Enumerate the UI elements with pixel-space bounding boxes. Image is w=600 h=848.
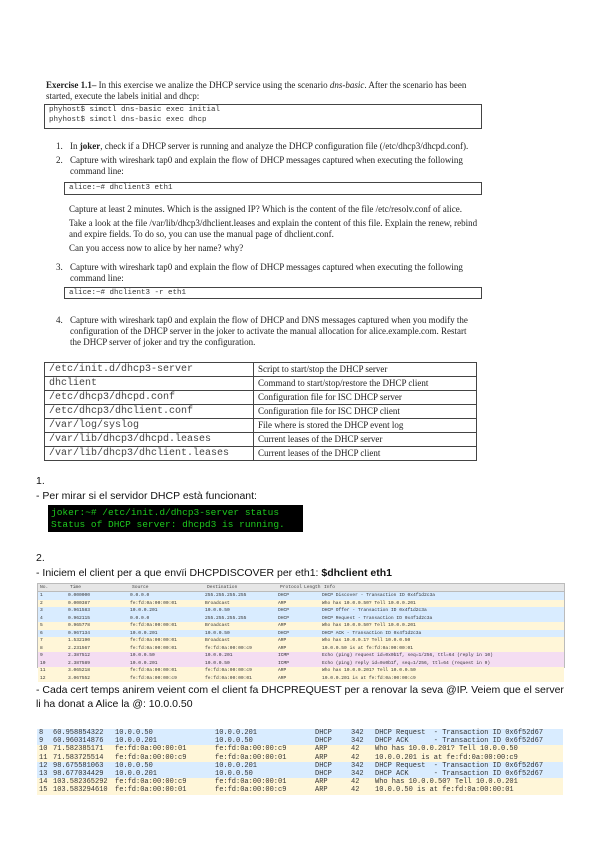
packet-no: 3 (40, 608, 43, 613)
packet-time: 3.065218 (68, 668, 91, 673)
table-row (45, 391, 477, 405)
capture-header (38, 584, 564, 592)
packet-info: DHCP ACK - Transaction ID 0x6f52d67 (375, 737, 544, 746)
packet-src: 10.0.0.201 (130, 608, 158, 613)
packet-dst: 10.0.0.50 (215, 769, 253, 778)
item-text: Capture with wireshark tap0 and explain the flow of DHCP and DNS messages captured when you modify the configuration of the DHCP server in the joker to activate the manual allocation for alice.example.com. Restart the DHCP server of joker and try the configuration. (70, 315, 468, 347)
packet-src: 10.0.0.201 (130, 630, 158, 636)
packet-info: DHCP Request - Transaction ID 0x6f52d67 (375, 761, 544, 770)
packet-time: 71.582385171 (53, 745, 104, 754)
packet-proto: ARP (278, 645, 287, 651)
packet-time: 98.677034429 (53, 769, 104, 778)
packet-no: 2 (40, 600, 43, 606)
item-host: joker (79, 141, 101, 151)
packet-time: 0.962115 (68, 615, 91, 621)
terminal-output (48, 505, 303, 532)
packet-row[interactable] (37, 729, 563, 737)
packet-time: 98.675581063 (53, 761, 104, 770)
packet-row[interactable] (38, 622, 564, 630)
packet-info: Who has 10.0.0.1? Tell 10.0.0.50 (322, 638, 411, 643)
packet-dst: 255.255.255.255 (205, 593, 247, 598)
packet-proto: ARP (278, 675, 287, 681)
packet-row[interactable] (38, 615, 564, 623)
packet-info: DHCP Offer - Transaction ID 0x4f1d2c3a (322, 608, 427, 613)
column-header: Source (132, 585, 149, 590)
packet-time: 71.583725514 (53, 753, 104, 762)
packet-len: 42 (351, 745, 360, 754)
packet-row[interactable] (38, 667, 564, 675)
packet-row[interactable] (38, 660, 564, 668)
exercise-item-4 (56, 315, 482, 348)
file-path: /var/lib/dhcp3/dhcpd.leases (45, 433, 254, 447)
item-text: Capture with wireshark tap0 and explain the flow of DHCP messages captured when executing the following command line: (70, 262, 463, 283)
packet-src: 10.0.0.201 (130, 660, 158, 666)
packet-proto: ARP (278, 668, 287, 673)
packet-info: Who has 10.0.0.50? Tell 10.0.0.201 (322, 600, 416, 606)
packet-src: 10.0.0.50 (130, 653, 155, 658)
packet-info: DHCP Discover - Transaction ID 0x4f1d2c3a (322, 593, 436, 598)
packet-time: 0.967134 (68, 630, 91, 636)
item-number: 2. (56, 155, 63, 165)
packet-row[interactable] (38, 592, 564, 600)
packet-proto: ARP (315, 753, 328, 762)
packet-no: 12 (39, 761, 48, 770)
item2-command-box (64, 182, 482, 195)
packet-info: 10.0.0.201 is at fe:fd:0a:00:00:c9 (375, 753, 518, 762)
packet-dst: 10.0.0.201 (215, 729, 258, 737)
answer-2-text (36, 566, 576, 580)
intro-text-a: In this exercise we analize the DHCP service using the scenario (96, 80, 330, 90)
packet-row[interactable] (37, 754, 563, 762)
packet-info: 10.0.0.50 is at fe:fd:0a:00:00:01 (375, 786, 514, 795)
terminal-line: Status of DHCP server: dhcpd3 is running. (51, 518, 285, 530)
packet-no: 5 (40, 623, 43, 628)
packet-proto: DHCP (315, 761, 332, 770)
item2-paragraph: Can you access now to alice by her name? why? (69, 243, 244, 253)
command-line: alice:~# dhclient3 eth1 (69, 184, 173, 192)
column-header: Time (70, 585, 82, 590)
exercise-item-2 (56, 155, 482, 177)
packet-capture-2 (37, 729, 563, 836)
packet-time: 2.387512 (68, 653, 91, 658)
packet-row[interactable] (37, 762, 563, 770)
packet-proto: DHCP (315, 737, 332, 746)
file-description: Current leases of the DHCP client (254, 447, 477, 461)
intro-text-b: . After the scenario has been started, execute the labels initial and dhcp: (46, 80, 467, 101)
packet-no: 11 (40, 668, 46, 673)
scenario-name: dns-basic (329, 80, 365, 90)
packet-time: 0.965778 (68, 623, 91, 628)
file-description: Script to start/stop the DHCP server (254, 363, 477, 377)
packet-no: 10 (39, 745, 48, 754)
item-number: 1. (56, 141, 63, 151)
exercise-label: Exercise 1.1– (46, 80, 97, 90)
packet-time: 103.583294610 (53, 786, 108, 795)
table-row (45, 377, 477, 391)
packet-proto: ARP (315, 745, 328, 754)
packet-len: 342 (351, 769, 364, 778)
packet-info: 10.0.0.50 is at fe:fd:0a:00:00:01 (322, 645, 413, 651)
packet-proto: DHCP (315, 769, 332, 778)
item-number: 4. (56, 315, 63, 325)
packet-info: DHCP Request - Transaction ID 0x4f1d2c3a (322, 615, 433, 621)
packet-src: 10.0.0.50 (115, 761, 153, 770)
file-description: Configuration file for ISC DHCP client (254, 405, 477, 419)
packet-dst: 255.255.255.255 (205, 615, 247, 621)
packet-dst: 10.0.0.50 (205, 630, 230, 636)
command-line: alice:~# dhclient3 -r eth1 (69, 289, 187, 297)
packet-proto: ARP (278, 623, 287, 628)
packet-src: 10.0.0.201 (115, 769, 158, 778)
packet-no: 1 (40, 593, 43, 598)
packet-time: 0.000387 (68, 600, 91, 606)
packet-proto: ARP (315, 786, 328, 795)
answer-2-sentence: - Iniciem el client per a que envïi DHCPDISCOVER per eth1: (36, 567, 322, 579)
packet-info: Who has 10.0.0.50? Tell 10.0.0.201 (375, 778, 518, 787)
command-line: phyhost$ simctl dns-basic exec initial (49, 106, 221, 114)
packet-info: Who has 10.0.0.201? Tell 10.0.0.50 (322, 668, 416, 673)
item-text: , check if a DHCP server is running and analyze the DHCP configuration file (/etc/dhcp3/dhcpd.conf). (100, 141, 469, 151)
packet-src: fe:fd:0a:00:00:c9 (130, 675, 177, 681)
packet-no: 10 (40, 660, 46, 666)
packet-src: fe:fd:0a:00:00:01 (130, 638, 177, 643)
packet-len: 42 (351, 753, 360, 762)
packet-no: 13 (39, 769, 48, 778)
packet-src: fe:fd:0a:00:00:01 (115, 745, 187, 754)
column-header: Protocol (280, 585, 303, 590)
packet-time: 1.532190 (68, 638, 91, 643)
file-description: Current leases of the DHCP server (254, 433, 477, 447)
initial-commands-box (44, 104, 482, 129)
file-path: /var/lib/dhcp3/dhclient.leases (45, 447, 254, 461)
packet-capture-1 (37, 583, 565, 681)
command-line: phyhost$ simctl dns-basic exec dhcp (49, 115, 207, 124)
packet-proto: DHCP (278, 630, 290, 636)
packet-len: 342 (351, 761, 364, 770)
item-text: Capture with wireshark tap0 and explain the flow of DHCP messages captured when executing the following command line: (70, 155, 463, 176)
capture-rows (38, 592, 564, 682)
packet-no: 14 (39, 778, 48, 787)
file-description: Command to start/stop/restore the DHCP client (254, 377, 477, 391)
packet-row[interactable] (38, 652, 564, 660)
table-row (45, 433, 477, 447)
terminal-line: joker:~# /etc/init.d/dhcp3-server status (51, 507, 280, 518)
table-row (45, 419, 477, 433)
packet-len: 42 (351, 778, 360, 787)
packet-dst: fe:fd:0a:00:00:c9 (215, 745, 287, 754)
packet-proto: DHCP (278, 615, 290, 621)
packet-time: 0.961583 (68, 608, 91, 613)
packet-time: 60.958854322 (53, 729, 104, 737)
packet-time: 2.231567 (68, 645, 91, 651)
file-path: /var/log/syslog (45, 419, 254, 433)
packet-info: Echo (ping) request id=0x0b1f, seq=1/256, ttl=64 (reply in 10) (322, 653, 493, 658)
packet-row[interactable] (38, 630, 564, 638)
packet-len: 342 (351, 737, 364, 746)
packet-time: 0.000000 (68, 593, 91, 598)
answer-2-followup: - Cada cert temps anirem veient com el client fa DHCPREQUEST per a renovar la seva @IP. Veiem que el server li ha donat a Alice la @: 10.0.0.50 (36, 684, 564, 710)
packet-time: 103.582365292 (53, 778, 108, 787)
packet-proto: ARP (278, 600, 287, 606)
packet-row[interactable] (37, 745, 563, 753)
file-path: /etc/dhcp3/dhclient.conf (45, 405, 254, 419)
packet-src: 10.0.0.50 (115, 729, 153, 737)
packet-dst: Broadcast (205, 623, 230, 628)
file-path: dhclient (45, 377, 254, 391)
packet-dst: fe:fd:0a:00:00:01 (205, 675, 252, 681)
packet-dst: 10.0.0.201 (215, 761, 258, 770)
packet-info: Who has 10.0.0.50? Tell 10.0.0.201 (322, 623, 416, 628)
packet-src: fe:fd:0a:00:00:01 (130, 600, 177, 606)
packet-row[interactable] (38, 675, 564, 683)
column-header: Destination (207, 585, 238, 590)
packet-dst: fe:fd:0a:00:00:01 (215, 753, 287, 762)
item2-paragraph: Take a look at the file /var/lib/dhcp3/dhclient.leases and explain the content of this file. Explain the renew, rebind and expire fields. To do so, you can use the manual page of dhclient.conf. (69, 218, 478, 239)
packet-dst: 10.0.0.50 (205, 660, 230, 666)
file-description: File where is stored the DHCP event log (254, 419, 477, 433)
packet-no: 8 (40, 645, 43, 651)
packet-row[interactable] (38, 607, 564, 615)
packet-src: fe:fd:0a:00:00:01 (130, 623, 177, 628)
packet-src: 10.0.0.201 (115, 737, 158, 746)
table-row (45, 447, 477, 461)
file-description: Configuration file for ISC DHCP server (254, 391, 477, 405)
packet-time: 60.960314876 (53, 737, 104, 746)
packet-src: 0.0.0.0 (130, 593, 150, 598)
packet-src: fe:fd:0a:00:00:c9 (115, 753, 187, 762)
packet-len: 42 (351, 786, 360, 795)
packet-src: 0.0.0.0 (130, 615, 150, 621)
packet-proto: ARP (278, 638, 287, 643)
file-path: /etc/dhcp3/dhcpd.conf (45, 391, 254, 405)
packet-no: 9 (39, 737, 44, 746)
packet-info: DHCP ACK - Transaction ID 0x6f52d67 (375, 769, 544, 778)
packet-dst: Broadcast (205, 638, 230, 643)
item3-command-box (64, 287, 482, 299)
answer-1-number: 1. (36, 475, 45, 487)
packet-row[interactable] (37, 778, 563, 786)
item-number: 3. (56, 262, 63, 272)
packet-proto: DHCP (278, 593, 290, 598)
packet-src: fe:fd:0a:00:00:01 (130, 668, 177, 673)
table-row (45, 363, 477, 377)
dhcp-files-table (44, 362, 477, 461)
packet-no: 6 (40, 630, 43, 636)
column-header: Info (324, 585, 336, 590)
packet-proto: ICMP (278, 653, 290, 658)
packet-no: 9 (40, 653, 43, 658)
packet-dst: 10.0.0.50 (215, 737, 253, 746)
packet-len: 342 (351, 729, 364, 737)
file-path: /etc/init.d/dhcp3-server (45, 363, 254, 377)
packet-proto: ARP (315, 778, 328, 787)
packet-proto: DHCP (315, 729, 332, 737)
packet-info: 10.0.0.201 is at fe:fd:0a:00:00:c9 (322, 675, 416, 681)
packet-row[interactable] (38, 600, 564, 608)
packet-row[interactable] (38, 645, 564, 653)
answer-2-command: $dhclient eth1 (321, 567, 392, 579)
packet-no: 12 (40, 675, 46, 681)
packet-dst: Broadcast (205, 600, 230, 606)
exercise-intro (46, 80, 482, 102)
item-text: In (70, 141, 80, 151)
packet-no: 7 (40, 638, 43, 643)
packet-proto: ICMP (278, 660, 290, 666)
packet-dst: fe:fd:0a:00:00:c9 (215, 786, 287, 795)
exercise-item-1 (56, 141, 486, 152)
packet-info: Echo (ping) reply id=0x0b1f, seq=1/256, ttl=64 (request in 9) (322, 660, 491, 666)
packet-row[interactable] (37, 770, 563, 778)
packet-time: 2.387589 (68, 660, 91, 666)
packet-dst: 10.0.0.50 (205, 608, 230, 613)
packet-no: 8 (39, 729, 44, 737)
capture-rows (37, 729, 563, 795)
packet-dst: 10.0.0.201 (205, 653, 233, 658)
packet-info: DHCP Request - Transaction ID 0x6f52d67 (375, 729, 544, 737)
packet-row[interactable] (37, 786, 563, 794)
packet-dst: fe:fd:0a:00:00:c9 (205, 668, 252, 673)
table-row (45, 405, 477, 419)
packet-no: 11 (39, 753, 48, 762)
column-header: No. (40, 585, 49, 590)
packet-dst: fe:fd:0a:00:00:c9 (205, 645, 252, 651)
packet-src: fe:fd:0a:00:00:01 (115, 786, 187, 795)
packet-row[interactable] (38, 637, 564, 645)
packet-src: fe:fd:0a:00:00:c9 (115, 778, 187, 787)
packet-info: Who has 10.0.0.201? Tell 10.0.0.50 (375, 745, 518, 754)
packet-dst: fe:fd:0a:00:00:01 (215, 778, 287, 787)
item2-questions (69, 204, 482, 254)
packet-row[interactable] (37, 737, 563, 745)
packet-no: 15 (39, 786, 48, 795)
packet-src: fe:fd:0a:00:00:01 (130, 645, 177, 651)
item2-paragraph: Capture at least 2 minutes. Which is the assigned IP? Which is the content of the file /etc/resolv.conf of alice. (69, 204, 462, 214)
column-header: Length (304, 585, 321, 590)
packet-no: 4 (40, 615, 43, 621)
answer-1-text: - Per mirar si el servidor DHCP està funcionant: (36, 490, 257, 502)
packet-time: 3.067552 (68, 675, 91, 681)
packet-info: DHCP ACK - Transaction ID 0x4f1d2c3a (322, 630, 422, 636)
packet-proto: DHCP (278, 608, 290, 613)
exercise-item-3 (56, 262, 482, 284)
answer-2-number: 2. (36, 552, 45, 564)
